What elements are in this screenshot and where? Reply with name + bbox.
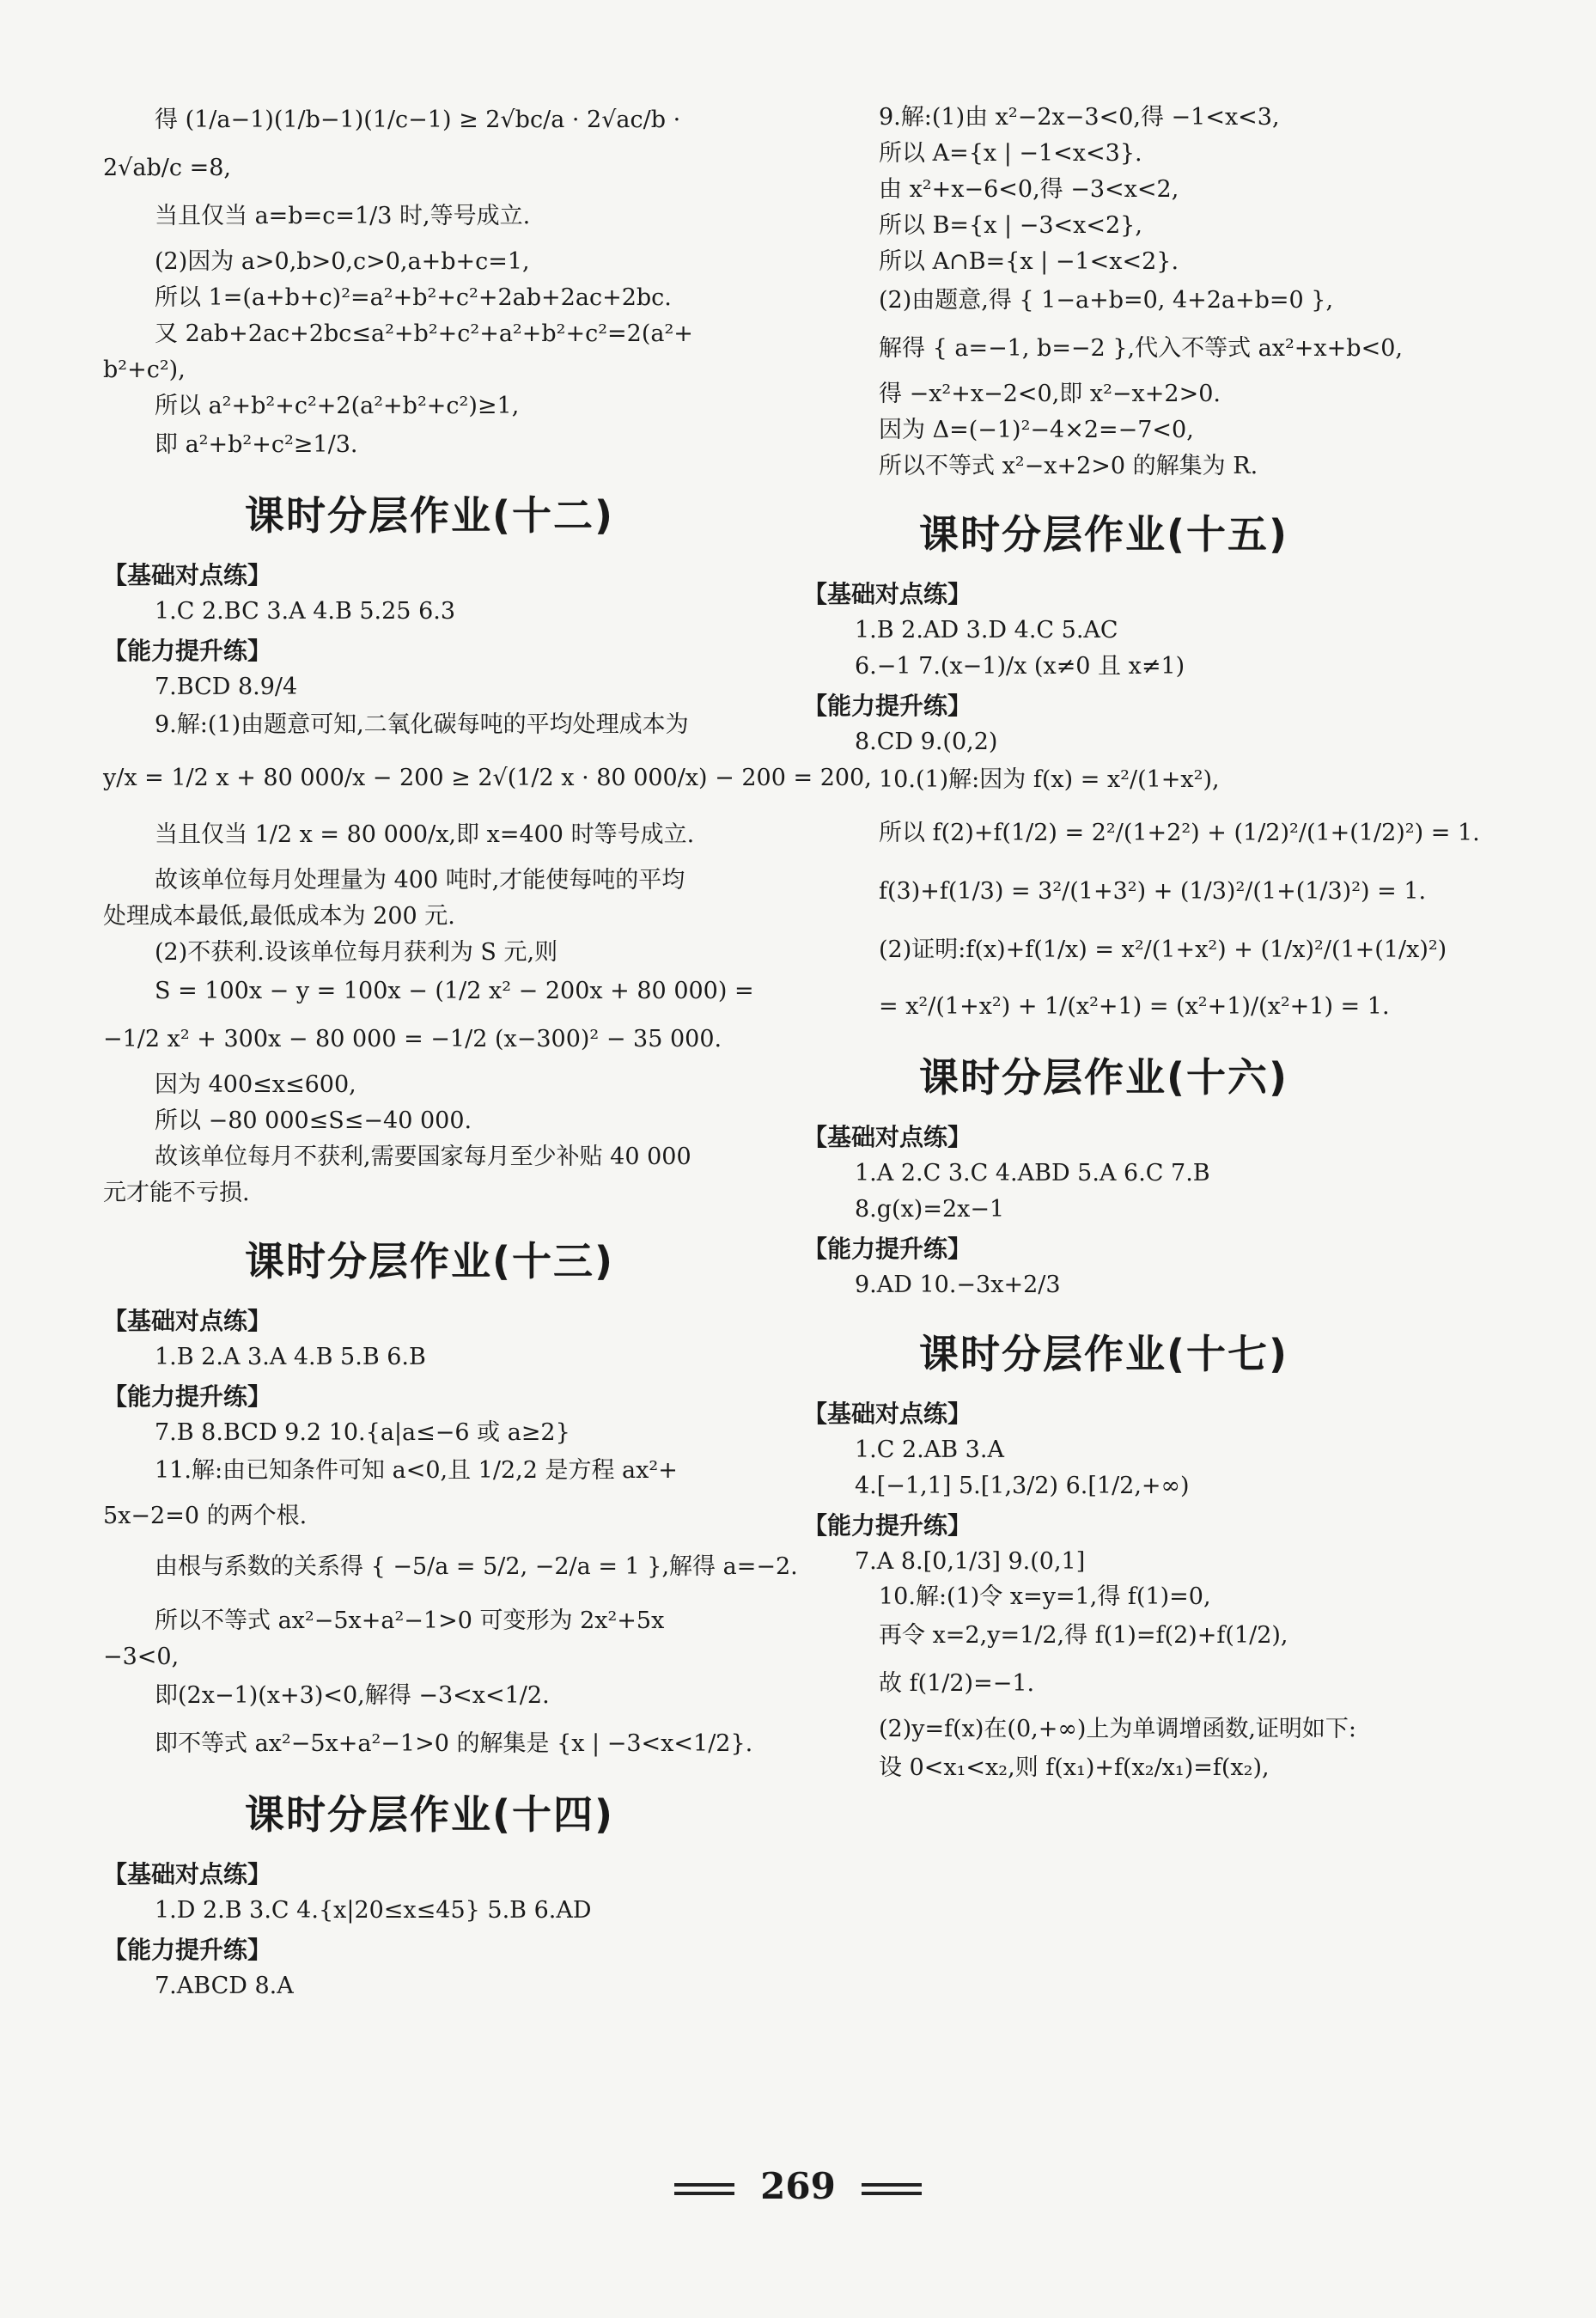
section-label: 【基础对点练】: [103, 561, 272, 589]
answer-line: 7.A 8.[0,1/3] 9.(0,1]: [855, 1548, 1086, 1575]
section-label: 【能力提升练】: [103, 1382, 272, 1411]
answer-line: 8.g(x)=2x−1: [855, 1196, 1005, 1223]
answer-line: 4.[−1,1] 5.[1,3/2) 6.[1/2,+∞): [855, 1473, 1190, 1499]
text-line: 处理成本最低,最低成本为 200 元.: [103, 903, 455, 930]
answer-line: 1.B 2.AD 3.D 4.C 5.AC: [855, 617, 1118, 644]
formula-line: (2)由题意,得 { 1−a+b=0, 4+2a+b=0 },: [879, 287, 1334, 314]
text-line: 因为 Δ=(−1)²−4×2=−7<0,: [879, 417, 1194, 443]
page-number-footer: [0, 2165, 1596, 2207]
decorative-rule: [674, 2183, 734, 2195]
answer-line: 7.ABCD 8.A: [155, 1973, 294, 1999]
formula-line: 故 f(1/2)=−1.: [879, 1670, 1035, 1697]
section-label: 【能力提升练】: [103, 637, 272, 665]
formula-line: 再令 x=2,y=1/2,得 f(1)=f(2)+f(1/2),: [879, 1622, 1288, 1649]
section-title: 课时分层作业(十五): [918, 511, 1289, 558]
answer-line: 6.−1 7.(x−1)/x (x≠0 且 x≠1): [855, 653, 1185, 680]
right-column: [803, 103, 1480, 1799]
formula-line: y/x = 1/2 x + 80 000/x − 200 ≥ 2√(1/2 x · 80 000/x) − 200 = 200,: [103, 765, 872, 791]
section-label: 【能力提升练】: [803, 1511, 972, 1540]
section-label: 【基础对点练】: [803, 1400, 972, 1428]
answer-line: 7.BCD 8.9/4: [155, 674, 298, 700]
text-line: 所以 A∩B={x | −1<x<2}.: [879, 248, 1179, 275]
text-line: 2√ab/c =8,: [103, 155, 231, 181]
text-line: 得 −x²+x−2<0,即 x²−x+2>0.: [879, 381, 1221, 407]
section-title: 课时分层作业(十七): [918, 1331, 1289, 1377]
text-line: 即(2x−1)(x+3)<0,解得 −3<x<1/2.: [155, 1682, 550, 1709]
text-line: 即 a²+b²+c²≥1/3.: [155, 431, 358, 458]
formula-line: f(3)+f(1/3) = 3²/(1+3²) + (1/3)²/(1+(1/3)²) = 1.: [879, 878, 1427, 905]
section-label: 【基础对点练】: [103, 1307, 272, 1335]
text-line: b²+c²),: [103, 357, 186, 383]
answer-line: 1.C 2.AB 3.A: [855, 1437, 1004, 1463]
text-line: 所以 B={x | −3<x<2},: [879, 212, 1142, 239]
text-line: 故该单位每月不获利,需要国家每月至少补贴 40 000: [155, 1144, 691, 1170]
formula-line: S = 100x − y = 100x − (1/2 x² − 200x + 80 000) =: [155, 978, 754, 1004]
formula-line: = x²/(1+x²) + 1/(x²+1) = (x²+1)/(x²+1) = 1.: [879, 993, 1390, 1020]
text-line: (2)y=f(x)在(0,+∞)上为单调增函数,证明如下:: [879, 1716, 1357, 1742]
answer-line: 9.AD 10.−3x+2/3: [855, 1272, 1061, 1298]
text-line: 又 2ab+2ac+2bc≤a²+b²+c²+a²+b²+c²=2(a²+: [155, 320, 693, 347]
answer-line: 1.C 2.BC 3.A 4.B 5.25 6.3: [155, 598, 456, 625]
section-label: 【基础对点练】: [103, 1860, 272, 1888]
text-line: 因为 400≤x≤600,: [155, 1071, 356, 1098]
answer-line: 1.B 2.A 3.A 4.B 5.B 6.B: [155, 1344, 426, 1370]
answer-line: 1.D 2.B 3.C 4.{x|20≤x≤45} 5.B 6.AD: [155, 1897, 592, 1924]
text-line: 当且仅当 a=b=c=1/3 时,等号成立.: [155, 203, 531, 229]
text-line: 故该单位每月处理量为 400 吨时,才能使每吨的平均: [155, 867, 685, 894]
formula-line: −1/2 x² + 300x − 80 000 = −1/2 (x−300)² − 35 000.: [103, 1026, 722, 1052]
section-title: 课时分层作业(十六): [918, 1054, 1289, 1101]
text-line: 所以 a²+b²+c²+2(a²+b²+c²)≥1,: [155, 393, 520, 419]
section-label: 【能力提升练】: [103, 1936, 272, 1964]
left-column: [103, 103, 872, 2007]
formula-line: (2)证明:f(x)+f(1/x) = x²/(1+x²) + (1/x)²/(1+(1/x)²): [879, 936, 1447, 963]
text-line: 11.解:由已知条件可知 a<0,且 1/2,2 是方程 ax²+: [155, 1457, 678, 1484]
text-line: 所以不等式 x²−x+2>0 的解集为 R.: [879, 453, 1258, 479]
answer-line: 7.B 8.BCD 9.2 10.{a|a≤−6 或 a≥2}: [155, 1419, 570, 1446]
text-line: 得 (1/a−1)(1/b−1)(1/c−1) ≥ 2√bc/a · 2√ac/b ·: [155, 107, 681, 133]
text-line: (2)因为 a>0,b>0,c>0,a+b+c=1,: [155, 248, 530, 275]
text-line: −3<0,: [103, 1644, 180, 1670]
formula-line: 解得 { a=−1, b=−2 },代入不等式 ax²+x+b<0,: [879, 335, 1403, 362]
text-line: 所以不等式 ax²−5x+a²−1>0 可变形为 2x²+5x: [155, 1607, 665, 1634]
formula-line: 由根与系数的关系得 { −5/a = 5/2, −2/a = 1 },解得 a=−2.: [155, 1553, 798, 1580]
text-line: 元才能不亏损.: [103, 1180, 250, 1206]
answer-line: 1.A 2.C 3.C 4.ABD 5.A 6.C 7.B: [855, 1160, 1210, 1186]
section-label: 【基础对点练】: [803, 1123, 972, 1151]
formula-line: 所以 f(2)+f(1/2) = 2²/(1+2²) + (1/2)²/(1+(1/2)²) = 1.: [879, 820, 1480, 846]
text-line: 10.解:(1)令 x=y=1,得 f(1)=0,: [879, 1583, 1211, 1610]
text-line: 所以 1=(a+b+c)²=a²+b²+c²+2ab+2ac+2bc.: [155, 284, 672, 311]
text-line: 所以 −80 000≤S≤−40 000.: [155, 1107, 472, 1134]
text-line: 所以 A={x | −1<x<3}.: [879, 140, 1142, 167]
text-line: 5x−2=0 的两个根.: [103, 1503, 308, 1529]
text-line: 即不等式 ax²−5x+a²−1>0 的解集是 {x | −3<x<1/2}.: [155, 1730, 753, 1757]
section-label: 【能力提升练】: [803, 692, 972, 720]
text-line: 由 x²+x−6<0,得 −3<x<2,: [879, 176, 1179, 203]
answer-line: 8.CD 9.(0,2): [855, 729, 998, 755]
formula-line: 设 0<x₁<x₂,则 f(x₁)+f(x₂/x₁)=f(x₂),: [879, 1754, 1270, 1781]
section-label: 【基础对点练】: [803, 580, 972, 608]
section-title: 课时分层作业(十四): [244, 1791, 615, 1838]
formula-line: 10.(1)解:因为 f(x) = x²/(1+x²),: [879, 766, 1220, 793]
text-line: 9.解:(1)由题意可知,二氧化碳每吨的平均处理成本为: [155, 711, 689, 738]
page-number: 269: [760, 2165, 836, 2207]
section-label: 【能力提升练】: [803, 1235, 972, 1263]
text-line: 9.解:(1)由 x²−2x−3<0,得 −1<x<3,: [879, 104, 1280, 131]
text-line: 当且仅当 1/2 x = 80 000/x,即 x=400 时等号成立.: [155, 821, 695, 848]
section-title: 课时分层作业(十二): [244, 492, 615, 539]
text-line: (2)不获利.设该单位每月获利为 S 元,则: [155, 939, 558, 966]
decorative-rule: [862, 2183, 922, 2195]
section-title: 课时分层作业(十三): [244, 1238, 615, 1284]
